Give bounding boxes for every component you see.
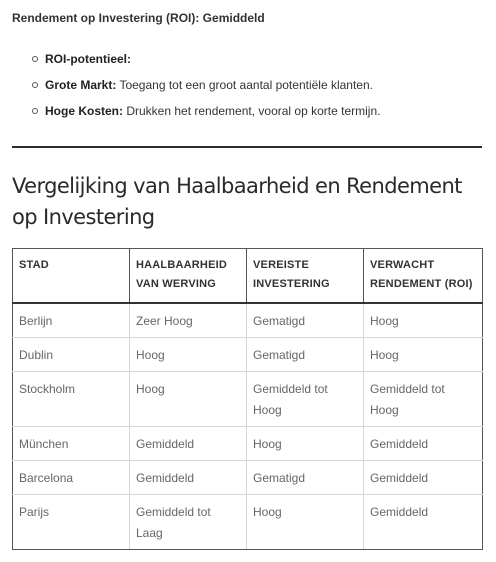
circle-bullet-icon: [32, 56, 38, 62]
table-cell: Gemiddeld tot Laag: [130, 495, 247, 550]
column-header-city: STAD: [13, 249, 130, 304]
circle-bullet-icon: [32, 108, 38, 114]
comparison-heading: Vergelijking van Haalbaarheid en Rendement op Investering: [12, 174, 462, 229]
comparison-table: [12, 248, 483, 550]
table-cell: Gematigd: [247, 303, 364, 338]
table-cell: Gemiddeld: [364, 461, 483, 495]
table-row: [13, 303, 483, 338]
roi-bullet-list: [12, 52, 380, 130]
table-row: [13, 427, 483, 461]
table-cell: Gemiddeld tot Hoog: [364, 372, 483, 427]
table-cell: Hoog: [364, 338, 483, 372]
table-cell: Hoog: [247, 427, 364, 461]
column-header-roi: VERWACHT RENDEMENT (ROI): [364, 249, 483, 304]
section-divider: [12, 146, 482, 148]
table-cell: München: [13, 427, 130, 461]
table-cell: Gemiddeld: [130, 461, 247, 495]
list-item-label: Grote Markt:: [45, 78, 117, 92]
table-row: [13, 372, 483, 427]
table-cell: Gemiddeld: [130, 427, 247, 461]
list-item-text: Drukken het rendement, vooral op korte termijn.: [123, 104, 381, 118]
table-cell: Gematigd: [247, 338, 364, 372]
table-cell: Hoog: [364, 303, 483, 338]
roi-title: Rendement op Investering (ROI): Gemiddeld: [12, 11, 265, 25]
table-cell: Hoog: [247, 495, 364, 550]
list-item-label: ROI-potentieel:: [45, 52, 131, 66]
table-cell: Gematigd: [247, 461, 364, 495]
table-cell: Gemiddeld: [364, 427, 483, 461]
table-cell: Barcelona: [13, 461, 130, 495]
table-row: [13, 495, 483, 550]
table-row: [13, 461, 483, 495]
list-item: [12, 78, 380, 92]
list-item: [12, 52, 380, 66]
table-cell: Gemiddeld: [364, 495, 483, 550]
table-header-row: [13, 249, 483, 304]
circle-bullet-icon: [32, 82, 38, 88]
column-header-feasibility: HAALBAARHEID VAN WERVING: [130, 249, 247, 304]
table-cell: Parijs: [13, 495, 130, 550]
table-row: [13, 338, 483, 372]
table-cell: Hoog: [130, 338, 247, 372]
table-cell: Dublin: [13, 338, 130, 372]
table-cell: Zeer Hoog: [130, 303, 247, 338]
list-item-label: Hoge Kosten:: [45, 104, 123, 118]
table-cell: Hoog: [130, 372, 247, 427]
table-cell: Berlijn: [13, 303, 130, 338]
table-cell: Gemiddeld tot Hoog: [247, 372, 364, 427]
column-header-investment: VEREISTE INVESTERING: [247, 249, 364, 304]
list-item-text: Toegang tot een groot aantal potentiële klanten.: [116, 78, 373, 92]
list-item: [12, 104, 380, 118]
table-cell: Stockholm: [13, 372, 130, 427]
